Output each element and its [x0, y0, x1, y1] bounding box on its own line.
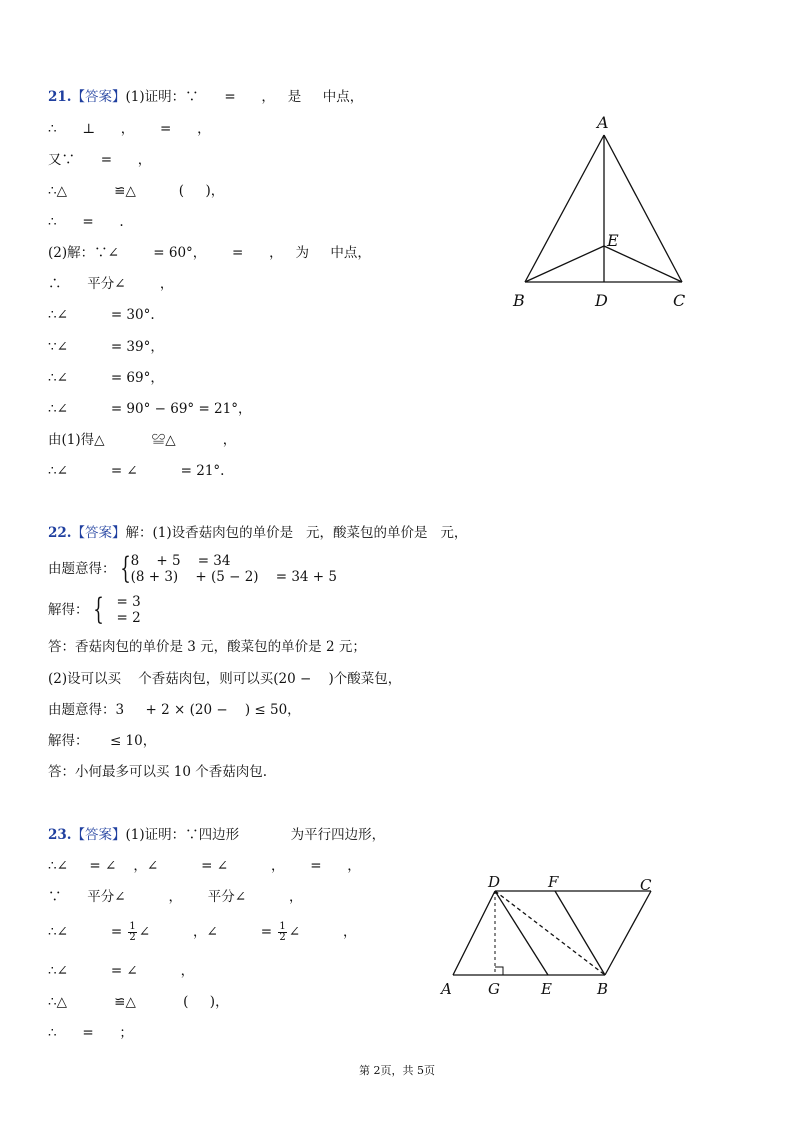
q21-line-12: 由(1)得△ ≌△ ， — [48, 432, 237, 448]
q21-line-13: ∴∠ = ∠ = 21°. — [48, 463, 225, 479]
fraction-half: $\frac{1}{2}$ — [279, 921, 286, 943]
q22-line-7: 解得： ≤ 10， — [48, 733, 157, 749]
q21-triangle-figure — [505, 108, 705, 318]
fraction-half: $\frac{1}{2}$ — [129, 921, 136, 943]
q23-label-g: G — [488, 980, 500, 998]
q22-line-4: 答：香菇肉包的单价是 3 元，酸菜包的单价是 2 元； — [48, 639, 366, 655]
q23-label-c: C — [640, 876, 652, 894]
q21-label-e: E — [607, 231, 619, 250]
q22-system-2: 解得： { = 3 = 2 — [48, 592, 141, 627]
q21-line-4: ∴△ ≌△ ( )， — [48, 183, 225, 199]
q22-system-1: 由题意得： { 8 + 5 = 34 (8 + 3) + (5 − 2) = 34 + 5 — [48, 551, 338, 586]
q21-line-3: 又∵ = ， — [48, 152, 152, 168]
q23-label-e: E — [541, 980, 552, 998]
q21-line-2: ∴ ⊥ ， = ， — [48, 121, 211, 137]
q21-line-11: ∴∠ = 90° − 69° = 21°， — [48, 401, 252, 417]
q21-segment-ac — [604, 135, 682, 282]
q23-label-b: B — [597, 980, 609, 998]
brace-icon: { — [92, 592, 104, 627]
q23-segment-db-dashed — [495, 891, 605, 975]
q21-answer-tag: 【答案】 — [71, 89, 126, 105]
q23-number: 23. — [48, 827, 72, 843]
q21-line-7: ∴ 平分∠ ， — [48, 276, 174, 292]
q21-segment-ab — [525, 135, 604, 282]
q23-segment-ad — [453, 891, 495, 975]
q21-segment-ec — [604, 246, 682, 282]
q21-line-8: ∴∠ = 30°. — [48, 307, 155, 323]
q23-segment-bc — [605, 891, 651, 975]
q23-segment-de — [495, 891, 548, 975]
q22-answer-tag: 【答案】 — [71, 525, 126, 541]
q21-label-b: B — [513, 291, 525, 310]
q21-line-1: 21.【答案】(1)证明：∵ = ， 是 中点， — [48, 89, 364, 105]
q23-parallelogram-figure — [435, 868, 675, 1003]
q23-label-f: F — [548, 873, 559, 891]
q21-label-c: C — [673, 291, 686, 310]
q23-line-2: ∴∠ = ∠ ，∠ = ∠ ， = ， — [48, 858, 361, 874]
q23-line-5: ∴∠ = ∠ ， — [48, 963, 195, 979]
q22-number: 22. — [48, 525, 72, 541]
q23-answer-tag: 【答案】 — [71, 827, 126, 843]
q21-label-a: A — [597, 113, 609, 132]
q21-segment-be — [525, 246, 604, 282]
q23-line-4: ∴∠ = $\frac{1}{2}$ ∠ ，∠ = $\frac{1}{2}$ ∠ ， — [48, 921, 357, 943]
q22-line-6: 由题意得：3 + 2 × (20 − ) ≤ 50， — [48, 702, 301, 718]
q22-line-1: 22.【答案】解：(1)设香菇肉包的单价是 元，酸菜包的单价是 元， — [48, 525, 468, 541]
q23-label-d: D — [488, 873, 501, 891]
q23-line-7: ∴ = ； — [48, 1025, 133, 1041]
q23-line-6: ∴△ ≌△ ( )， — [48, 994, 229, 1010]
right-angle-icon — [495, 967, 503, 975]
q21-number: 21. — [48, 89, 72, 105]
q21-line-5: ∴ = . — [48, 214, 124, 230]
q23-line-3: ∵ 平分∠ ， 平分∠ ， — [48, 889, 303, 905]
q21-label-d: D — [595, 291, 608, 310]
q23-line-1: 23.【答案】(1)证明：∵四边形 为平行四边形， — [48, 827, 386, 843]
q21-line-9: ∵∠ = 39°， — [48, 339, 164, 355]
q21-line-10: ∴∠ = 69°， — [48, 370, 164, 386]
q23-label-a: A — [441, 980, 452, 998]
q23-segment-fb — [555, 891, 605, 975]
q22-line-5: (2)设可以买 个香菇肉包，则可以买(20 − )个酸菜包， — [48, 671, 402, 687]
q21-line-6: (2)解：∵∠ = 60°， = ， 为 中点， — [48, 245, 371, 261]
q22-line-8: 答：小何最多可以买 10 个香菇肉包. — [48, 764, 268, 780]
page-footer: 第 2页，共 5页 — [359, 1064, 435, 1077]
brace-icon: { — [119, 551, 131, 586]
